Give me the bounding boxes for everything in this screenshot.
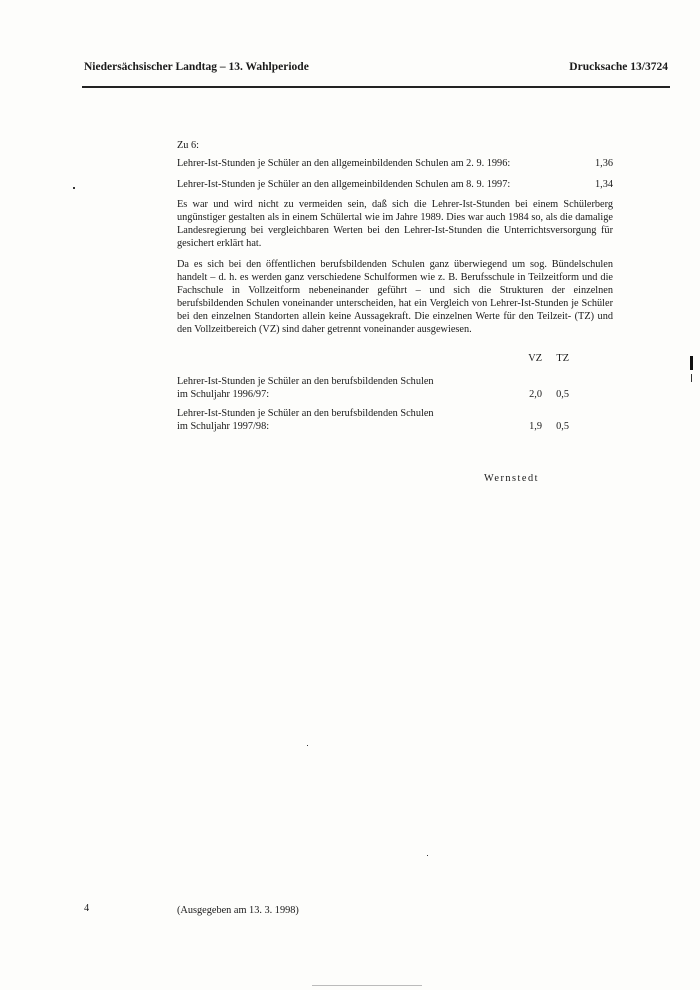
table-cell-tz: 0,5 [556,389,569,400]
column-header-vz: VZ [528,353,542,364]
general-row [177,157,613,170]
scan-speck [427,855,428,856]
document-number: Drucksache 13/3724 [569,61,668,73]
table-cell-vz: 2,0 [529,389,542,400]
table-row [177,407,507,433]
paragraph: Da es sich bei den öffentlichen berufsbildenden Schulen ganz überwiegend um sog. Bündelschulen handelt – d. h. es werden ganz verschiedene Schulformen wie z. B. Berufsschule in Teilzeitform und die Fachschule in Vollzeitform nebeneinander geführt – und sich die Strukturen der einzelnen berufsbildenden Schulen voneinander unterscheiden, hat ein Vergleich von Lehrer-Ist-Stunden je Schüler bei den einzelnen Standorten allein keine Aussagekraft. Die einzelnen Werte für den Teilzeit- (TZ) und den Vollzeitbereich (VZ) sind daher getrennt voneinander ausgewiesen. [177,259,613,335]
scan-speck [73,187,75,189]
table-cell-tz: 0,5 [556,421,569,432]
issue-date-footer: (Ausgegeben am 13. 3. 1998) [177,905,299,916]
section-label: Zu 6: [177,140,200,151]
scan-mark [690,356,693,370]
table-row-label: Lehrer-Ist-Stunden je Schüler an den berufsbildenden Schulen [177,376,434,387]
table-row [177,375,507,401]
signature: Wernstedt [484,473,539,484]
table-row-label-cont: im Schuljahr 1997/98: [177,421,270,432]
scan-mark [691,374,692,382]
table-row-label-cont: im Schuljahr 1996/97: [177,389,270,400]
header-title: Niedersächsischer Landtag – 13. Wahlperiode [84,61,309,73]
column-header-tz: TZ [556,353,569,364]
general-row [177,178,613,191]
general-row-label: Lehrer-Ist-Stunden je Schüler an den allgemeinbildenden Schulen am 8. 9. 1997: [177,179,511,190]
header-rule [82,86,670,88]
page-number: 4 [84,903,90,914]
table-row-label: Lehrer-Ist-Stunden je Schüler an den berufsbildenden Schulen [177,408,434,419]
paragraph: Es war und wird nicht zu vermeiden sein, daß sich die Lehrer-Ist-Stunden bei einem Schülerberg ungünstiger gestalten als in einem Schülertal wie im Jahre 1989. Dies war auch 1984 so, als die damalige Landesregierung bei vergleichbaren Werten bei den Lehrer-Ist-Stunden die Unterrichtsversorgung für gesichert erklärt hat. [177,199,613,249]
scan-speck [307,745,308,746]
scan-line [312,985,422,986]
table-cell-vz: 1,9 [529,421,542,432]
general-row-label: Lehrer-Ist-Stunden je Schüler an den allgemeinbildenden Schulen am 2. 9. 1996: [177,158,511,169]
general-row-value: 1,36 [594,158,613,169]
general-row-value: 1,34 [594,179,613,190]
